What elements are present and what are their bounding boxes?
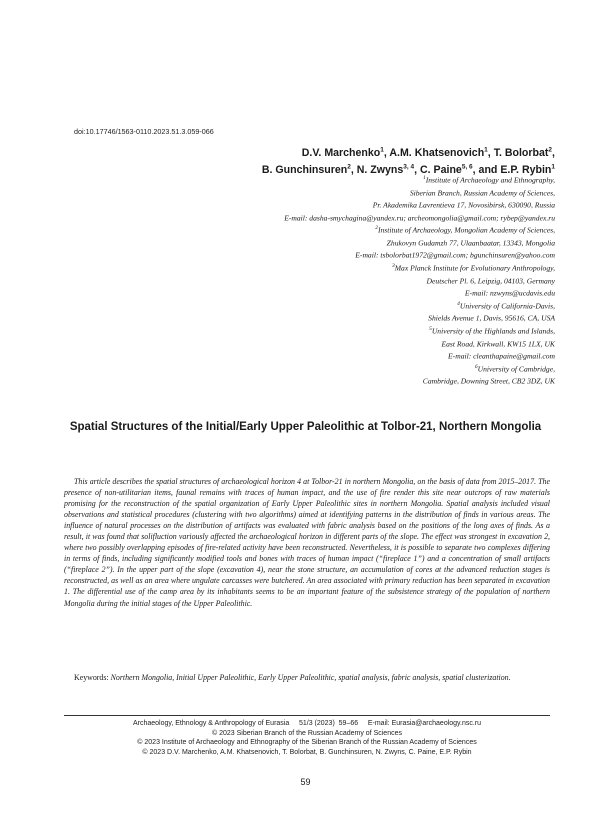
- affiliation-line: E-mail: tsbolorbat1972@gmail.com; bgunchinsuren@yahoo.com: [355, 251, 555, 260]
- author: C. Paine$^{5, 6}$, and: [420, 163, 501, 176]
- author: T. Bolorbat$^2$,: [493, 146, 555, 159]
- affiliation-line: East Road, Kirkwall, KW15 1LX, UK: [441, 339, 555, 349]
- abstract: This article describes the spatial structures of archaeological horizon 4 at Tolbor-21 in northern Mongolia, on the basis of data from 2015–2017. The presence of non-utilitarian items, faunal remains with traces of human impact, and the use of fire render this site near outcrops of raw materials promising for the reconstruction of the spatial organization of Early Upper Paleolithic sites in northern Mongolia. Spatial analysis included visual observations and statistical procedures (clustering with two algorithms) aimed at identifying patterns in the distribution of finds in various areas. The influence of natural processes on the distribution of artifacts was evaluated with fabric analysis based on the positions of the long axes of finds. As a result, it was found that solifluction variously affected the archaeological horizon in different parts of the slope. The effect was strongest in excavation 2, where two possibly overlapping episodes of fire-related activity have been reconstructed. Nevertheless, it is possible to separate two complexes differing in terms of finds, including significantly modified tools and bones with traces of human impact (“fireplace 1”) and a concentration of small artifacts (“fireplace 2”). In the upper part of the slope (excavation 4), near the stone structure, an accumulation of cores at the advanced reduction stages is reconstructed, as well as an area where ungulate carcasses were butchered. An area associated with primary reduction has been separated in excavation 1. The differential use of the camp area by its inhabitants seems to be an important feature of the subsistence strategy of the population of northern Mongolia during the initial stages of the Upper Paleolithic.: [64, 477, 550, 608]
- author-list: [75, 143, 555, 177]
- keywords: [64, 672, 550, 683]
- footer-divider: [64, 715, 550, 716]
- affiliation-line: $^5$University of the Highlands and Islands,: [429, 325, 555, 336]
- affiliation-line: E-mail: cleanthapaine@gmail.com: [448, 351, 555, 361]
- affiliation-line: $^1$Institute of Archaeology and Ethnography,: [422, 175, 555, 185]
- author: N. Zwyns$^{3, 4}$,: [356, 163, 421, 176]
- footer-line: © 2023 Institute of Archaeology and Ethnography of the Siberian Branch of the Russian Academy of Sciences: [137, 739, 477, 746]
- journal-footer: [64, 719, 550, 757]
- affiliation-line: Zhukovyn Gudamzh 77, Ulaanbaatar, 13343, Mongolia: [386, 238, 555, 248]
- affiliation-line: Shields Avenue 1, Davis, 95616, CA, USA: [428, 313, 555, 323]
- author: A.M. Khatsenovich$^1$,: [389, 146, 494, 159]
- doi: doi:10.17746/1563-0110.2023.51.3.059-066: [74, 127, 214, 136]
- keywords-text: Northern Mongolia, Initial Upper Paleolithic, Early Upper Paleolithic, spatial analysis, fabric analysis, spatial clusterization.: [110, 673, 511, 682]
- affiliation-line: Pr. Akademika Lavrentieva 17, Novosibirsk, 630090, Russia: [372, 200, 555, 210]
- footer-line: © 2023 Siberian Branch of the Russian Academy of Sciences: [212, 729, 402, 737]
- author: E.P. Rybin$^1$: [500, 163, 555, 176]
- article-title: Spatial Structures of the Initial/Early Upper Paleolithic at Tolbor-21, Northern Mongolia: [69, 421, 542, 433]
- page-number: 59: [300, 777, 311, 787]
- affiliation-line: Deutscher Pl. 6, Leipzig, 04103, Germany: [426, 276, 555, 286]
- affiliation-line: $^6$University of Cambridge,: [474, 363, 555, 374]
- affiliation-line: $^3$Max Planck Institute for Evolutionary Anthropology,: [391, 263, 555, 273]
- affiliation-line: Siberian Branch, Russian Academy of Sciences,: [409, 188, 555, 198]
- affiliation-line: E-mail: nzwyns@ucdavis.edu: [464, 288, 555, 298]
- keywords-label: Keywords:: [74, 673, 111, 682]
- affiliation-line: E-mail: dasha-smychagina@yandex.ru; archeomongolia@gmail.com; rybep@yandex.ru: [284, 213, 555, 223]
- affiliation-line: $^4$University of California-Davis,: [457, 300, 555, 311]
- affiliations: [55, 173, 555, 387]
- affiliation-line: $^2$Institute of Archaeology, Mongolian Academy of Sciences,: [375, 225, 555, 235]
- author: D.V. Marchenko$^1$,: [301, 146, 390, 159]
- footer-line: Archaeology, Ethnology & Anthropology of Eurasia 51/3 (2023) 59–66 E-mail: Eurasia@archaeology.nsc.ru: [132, 720, 482, 727]
- affiliation-line: Cambridge, Downing Street, CB2 3DZ, UK: [422, 376, 555, 386]
- footer-line: © 2023 D.V. Marchenko, A.M. Khatsenovich, T. Bolorbat, B. Gunchinsuren, N. Zwyns, C. Paine, E.P. Rybin: [142, 748, 472, 756]
- author: B. Gunchinsuren$^2$,: [261, 163, 357, 176]
